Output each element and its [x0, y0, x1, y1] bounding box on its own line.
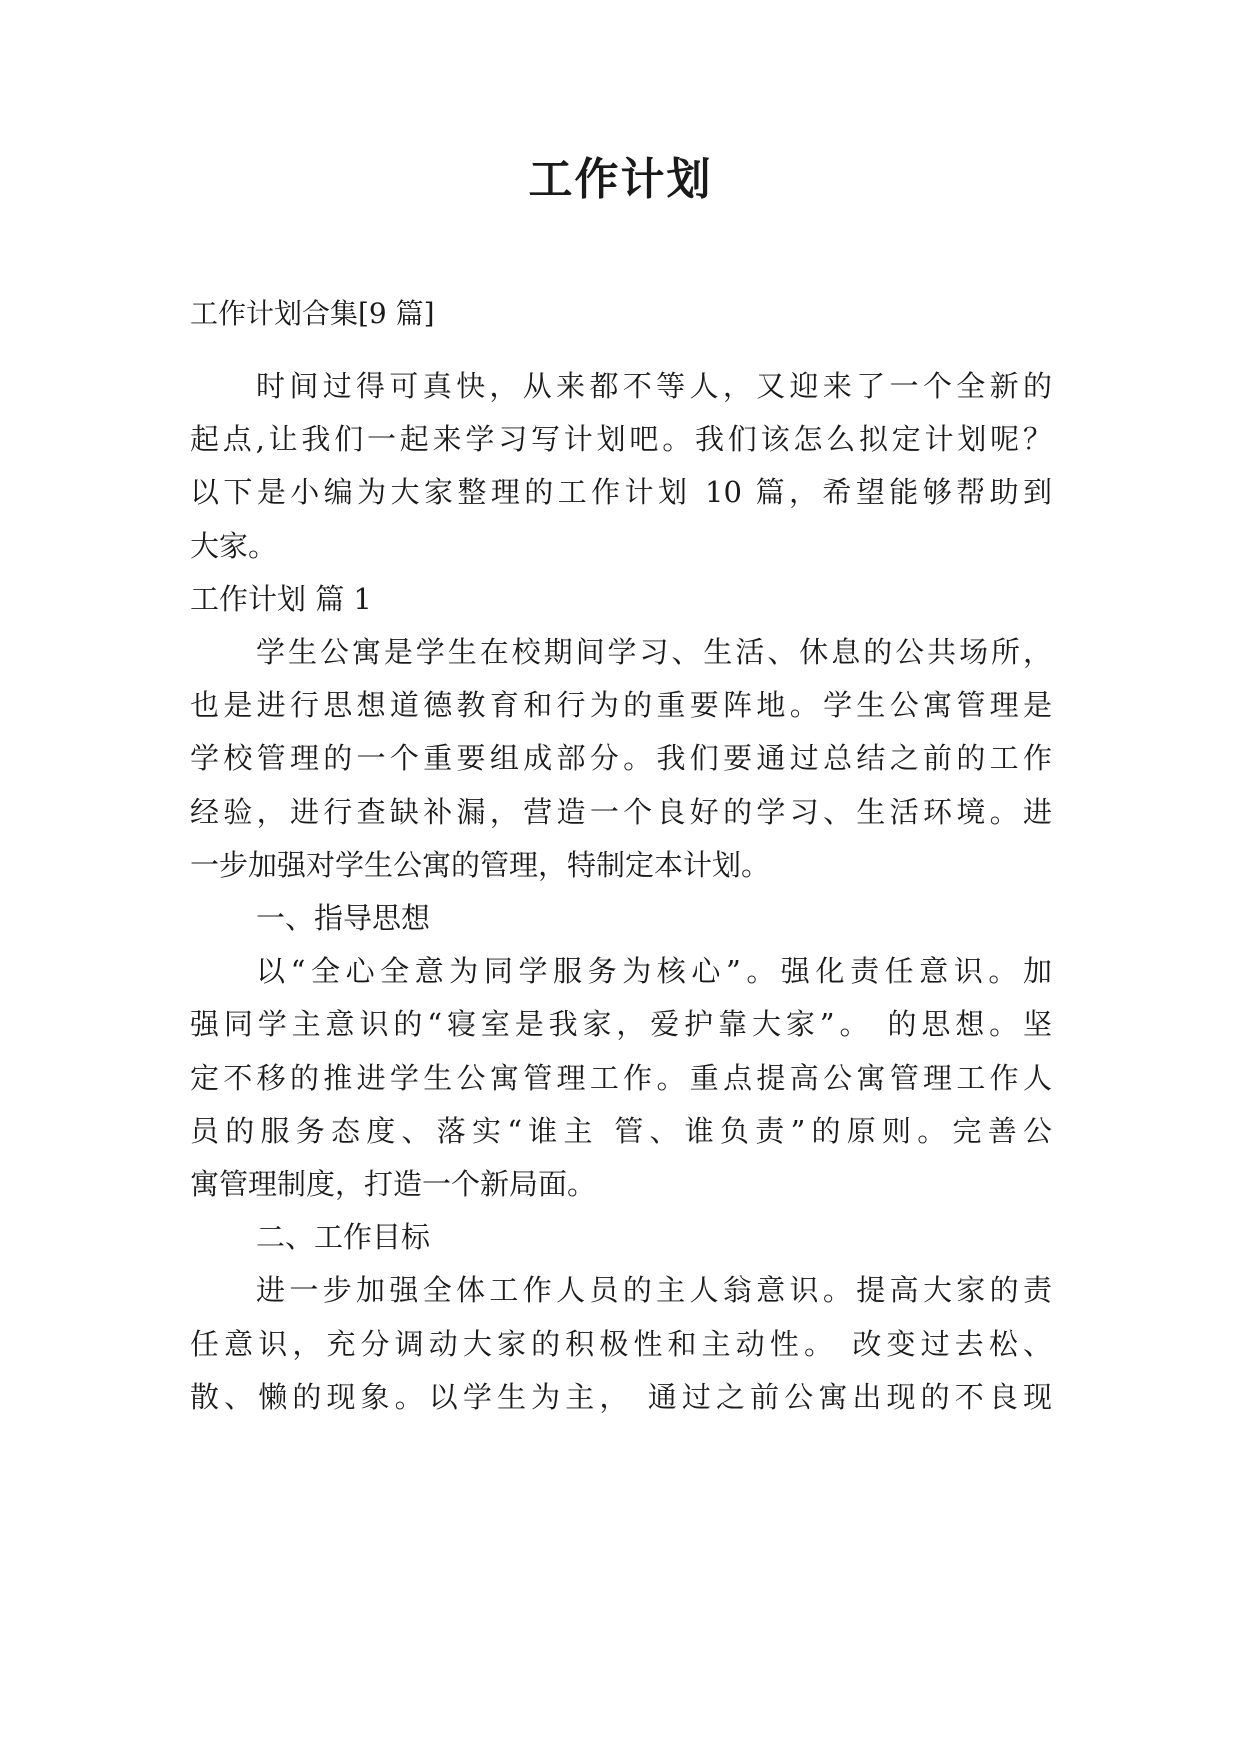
text-line: 定不移的推进学生公寓管理工作。重点提高公寓管理工作人 [190, 1060, 1052, 1095]
text-line: 强同学主意识的“寝室是我家，爱护靠大家”。 的思想。坚 [190, 1007, 1052, 1042]
text-line: 时间过得可真快，从来都不等人，又迎来了一个全新的 [256, 369, 1052, 403]
text-line: 工作计划 篇 1 [190, 581, 372, 616]
text-line: 学生公寓是学生在校期间学习、生活、休息的公共场所， [256, 635, 1052, 669]
text-line: 一、指导思想 [256, 901, 431, 935]
text-line: 一步加强对学生公寓的管理，特制定本计划。 [190, 847, 771, 882]
text-line: 任意识，充分调动大家的积极性和主动性。 改变过去松、 [190, 1326, 1052, 1361]
text-line: 大家。 [190, 528, 278, 563]
text-line: 散、懒的现象。以学生为主， 通过之前公寓出现的不良现 [190, 1379, 1052, 1414]
text-line: 也是进行思想道德教育和行为的重要阵地。学生公寓管理是 [190, 688, 1052, 723]
text-line: 进一步加强全体工作人员的主人翁意识。提高大家的责 [256, 1273, 1052, 1308]
text-line: 员的服务态度、落实“谁主 管、谁负责”的原则。完善公 [190, 1113, 1052, 1148]
text-line: 以“全心全意为同学服务为核心”。强化责任意识。加 [256, 954, 1052, 989]
document-title: 工作计划 [528, 154, 713, 205]
text-line: 学校管理的一个重要组成部分。我们要通过总结之前的工作 [190, 741, 1052, 776]
text-line: 寓管理制度，打造一个新局面。 [190, 1167, 597, 1201]
text-line: 以下是小编为大家整理的工作计划 10 篇，希望能够帮助到 [190, 475, 1052, 510]
document-subtitle: 工作计划合集[9 篇] [190, 297, 435, 330]
text-line: 二、工作目标 [256, 1220, 431, 1255]
text-line: 起点,让我们一起来学习写计划吧。我们该怎么拟定计划呢？ [190, 422, 1052, 457]
text-line: 经验，进行查缺补漏，营造一个良好的学习、生活环境。进 [190, 794, 1052, 829]
